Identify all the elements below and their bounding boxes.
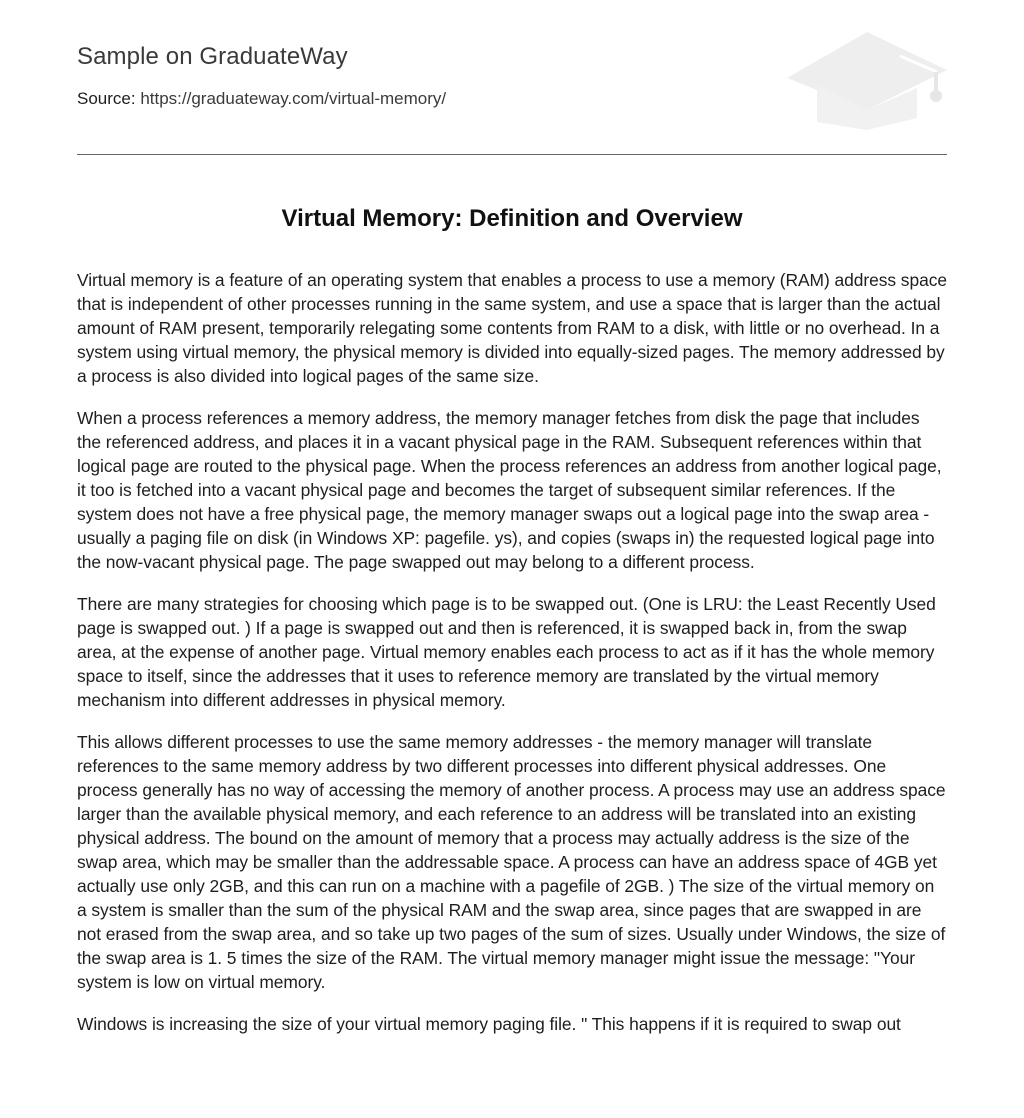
paragraph: There are many strategies for choosing which page is to be swapped out. (One is LRU: the Least Recently Used page is swapped out. ) If a page is swapped out and then is referenced, it is swapped back in, from the swap area, at the expense of another page. Virtual memory enables each process to act as if it has the whole memory space to itself, since the addresses that it uses to reference memory are translated by the virtual memory mechanism into different addresses in physical memory. [77,594,936,710]
paragraph: Virtual memory is a feature of an operating system that enables a process to use a memory (RAM) address space that is independent of other processes running in the same system, and use a space that is larger than the actual amount of RAM present, temporarily relegating some contents from RAM to a disk, with little or no overhead. In a system using virtual memory, the physical memory is divided into equally-sized pages. The memory addressed by a process is also divided into logical pages of the same size. [77,270,947,386]
page-header [77,0,947,156]
graduation-cap-icon [782,30,947,135]
paragraph: Windows is increasing the size of your virtual memory paging file. " This happens if it is required to swap out [77,1014,901,1034]
source-link[interactable]: https://graduateway.com/virtual-memory/ [140,89,447,108]
source-line [77,89,446,109]
header-divider [77,154,947,155]
paragraph: When a process references a memory address, the memory manager fetches from disk the page that includes the referenced address, and places it in a vacant physical page in the RAM. Subsequent references within that logical page are routed to the physical page. When the process references an address from another logical page, it too is fetched into a vacant physical page and becomes the target of subsequent similar references. If the system does not have a free physical page, the memory manager swaps out a logical page into the swap area - usually a paging file on disk (in Windows XP: pagefile. ys), and copies (swaps in) the requested logical page into the now-vacant physical page. The page swapped out may belong to a different process. [77,408,942,572]
site-title: Sample on GraduateWay [77,43,348,70]
source-label: Source: [77,89,136,108]
document-body [77,268,947,1054]
document-title: Virtual Memory: Definition and Overview [281,205,743,232]
paragraph: This allows different processes to use the same memory addresses - the memory manager will translate references to the same memory address by two different processes into different physical addresses. One process generally has no way of accessing the memory of another process. A process may use an address space larger than the available physical memory, and each reference to an address will be translated into an existing physical address. The bound on the amount of memory that a process may actually address is the size of the swap area, which may be smaller than the addressable space. A process can have an address space of 4GB yet actually use only 2GB, and this can run on a machine with a pagefile of 2GB. ) The size of the virtual memory on a system is smaller than the sum of the physical RAM and the swap area, since pages that are swapped in are not erased from the swap area, and so take up two pages of the sum of sizes. Usually under Windows, the size of the swap area is 1. 5 times the size of the RAM. The virtual memory manager might issue the message: "Your system is low on virtual memory. [77,732,946,992]
